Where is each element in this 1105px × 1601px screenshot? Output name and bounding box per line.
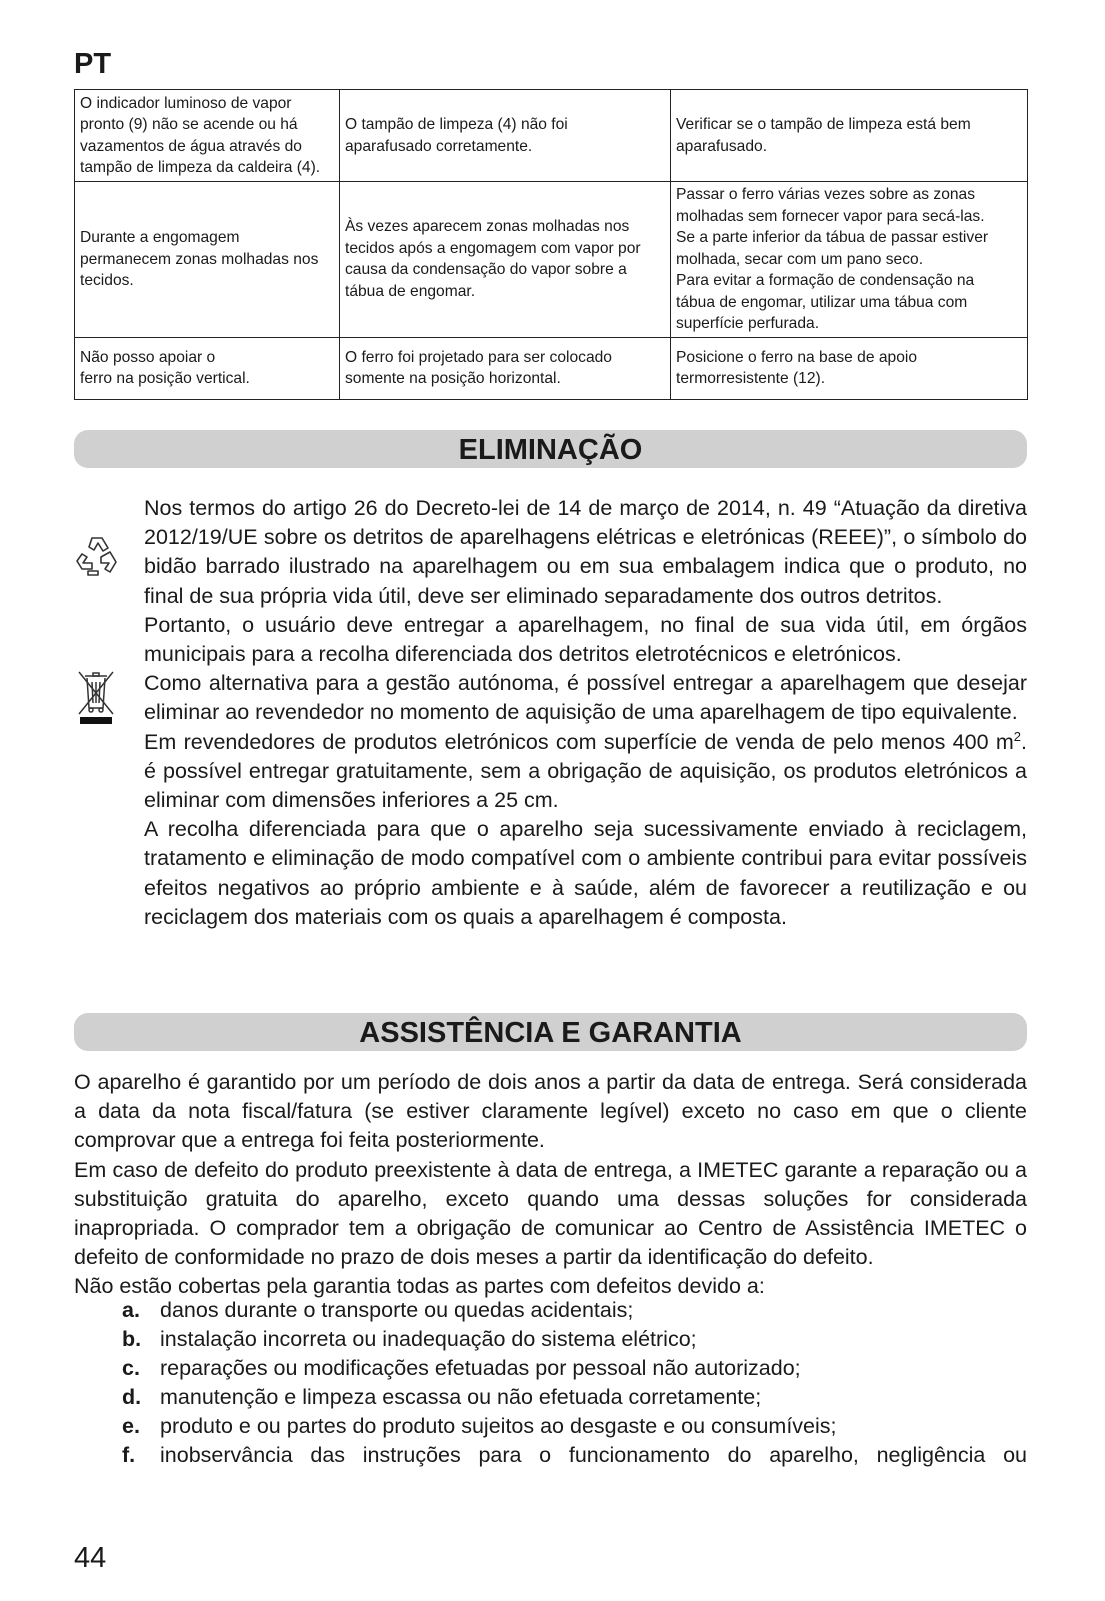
page-number: 44 [74,1542,107,1574]
cell-line: tábua de engomar. [345,282,476,300]
cell-line: Para evitar a formação de condensação na [676,272,975,289]
cell-line: tecidos após a engomagem com vapor por [345,239,641,257]
list-marker: d. [122,1385,142,1409]
table-cell-problem [75,90,340,182]
text-fragment: . é possível entregar gratuitamente, sem a obrigação de aquisição, os produtos eletrónicos a eliminar com dimensões inferiores a 25 cm. [144,729,1027,813]
text-fragment: Em revendedores de produtos eletrónicos com superfície de venda de pelo menos 400 m [144,729,1014,754]
table-cell-solution [671,337,1028,399]
list-text: inobservância das instruções para o funcionamento do aparelho, negligência ou [160,1443,1027,1467]
cell-line: aparafusado corretamente. [345,137,533,155]
table-cell-solution [671,182,1028,338]
cell-line: tampão de limpeza da caldeira (4). [80,159,321,176]
list-item [74,1296,1027,1325]
cell-line: tábua de engomar, utilizar uma tábua com [676,293,968,311]
section-title-assistencia: ASSISTÊNCIA E GARANTIA [74,1013,1027,1051]
list-marker: c. [122,1356,140,1380]
cell-line: Não posso apoiar o [80,348,216,366]
crossed-bin-icon [76,668,116,726]
cell-line: O tampão de limpeza (4) não foi [345,116,568,133]
list-text: instalação incorreta ou inadequação do sistema elétrico; [160,1327,697,1351]
list-text: manutenção e limpeza escassa ou não efetuada corretamente; [160,1385,762,1409]
cell-line: Posicione o ferro na base de apoio [676,348,918,366]
cell-line: somente na posição horizontal. [345,370,561,387]
cell-line: Verificar se o tampão de limpeza está bem [676,116,971,133]
eliminacao-paragraph: Como alternativa para a gestão autónoma, é possível entregar a aparelhagem que desejar eliminar ao revendedor no momento de aquisição de uma aparelhagem de tipo equivalente. [144,671,1027,725]
assistencia-text [74,1068,1027,1302]
cell-line: molhadas sem fornecer vapor para secá-las. [676,207,985,225]
cell-line: termorresistente (12). [676,370,826,387]
cell-line: O ferro foi projetado para ser colocado [345,348,612,366]
table-cell-problem [75,182,340,338]
cell-line: pronto (9) não se acende ou há [80,116,298,133]
cell-line: vazamentos de água através do [80,137,302,155]
troubleshooting-table [74,89,1028,400]
assistencia-paragraph: Não estão cobertas pela garantia todas as partes com defeitos devido a: [74,1274,765,1299]
cell-line: Durante a engomagem [80,229,240,246]
cell-line: molhada, secar com um pano seco. [676,250,924,268]
superscript: 2 [1013,728,1022,744]
table-cell-cause [340,337,671,399]
warranty-exclusions-list [74,1296,1027,1470]
list-marker: f. [122,1443,136,1467]
table-row [75,90,1028,182]
list-item [74,1354,1027,1383]
cell-line: superfície perfurada. [676,315,820,332]
list-item [74,1325,1027,1354]
cell-line: Se a parte inferior da tábua de passar estiver [676,229,989,246]
table-cell-problem [75,337,340,399]
list-text: danos durante o transporte ou quedas acidentais; [160,1298,634,1322]
list-marker: e. [122,1414,140,1438]
eliminacao-paragraph: A recolha diferenciada para que o aparelho seja sucessivamente enviado à reciclagem, tratamento e eliminação de modo compatível com o ambiente contribui para evitar possíveis efeitos negativos ao próprio ambiente e à saúde, além de favorecer a reutilização e ou reciclagem dos materiais com os quais a aparelhagem é composta. [144,817,1027,929]
table-cell-cause [340,90,671,182]
cell-line: Passar o ferro várias vezes sobre as zonas [676,186,976,203]
recycle-icon [74,532,120,578]
list-item [74,1441,1027,1470]
assistencia-paragraph: O aparelho é garantido por um período de dois anos a partir da data de entrega. Será considerada a data da nota fiscal/fatura (se estiver claramente legível) exceto no caso em que o cliente comprovar que a entrega foi feita posteriormente. [74,1070,1027,1153]
cell-line: O indicador luminoso de vapor [80,94,292,112]
eliminacao-paragraph: Nos termos do artigo 26 do Decreto-lei de 14 de março de 2014, n. 49 “Atuação da diretiva 2012/19/UE sobre os detritos de aparelhagens elétricas e eletrónicas (REEE)”, o símbolo do bidão barrado ilustrado na aparelhagem ou em sua embalagem indica que o produto, no final de sua própria vida útil, deve ser eliminado separadamente dos outros detritos. [144,496,1027,608]
cell-line: permanecem zonas molhadas nos [80,250,319,268]
eliminacao-paragraph: Portanto, o usuário deve entregar a aparelhagem, no final de sua vida útil, em órgãos municipais para a recolha diferenciada dos detritos eletrotécnicos e eletrónicos. [144,612,1027,667]
assistencia-paragraph: Em caso de defeito do produto preexistente à data de entrega, a IMETEC garante a reparação ou a substituição gratuita do aparelho, exceto quando uma dessas soluções for considerada inapropriada. O comprador tem a obrigação de comunicar ao Centro de Assistência IMETEC o defeito de conformidade no prazo de dois meses a partir da identificação do defeito. [74,1157,1027,1270]
list-text: produto e ou partes do produto sujeitos ao desgaste e ou consumíveis; [160,1414,837,1438]
cell-line: aparafusado. [676,137,768,155]
cell-line: tecidos. [80,272,134,289]
table-row [75,337,1028,399]
table-cell-cause [340,182,671,338]
list-marker: b. [122,1327,142,1351]
list-marker: a. [122,1298,140,1322]
cell-line: causa da condensação do vapor sobre a [345,261,627,279]
list-item [74,1383,1027,1412]
cell-line: Às vezes aparecem zonas molhadas nos [345,218,630,236]
eliminacao-paragraph [144,728,1027,816]
cell-line: ferro na posição vertical. [80,370,250,387]
list-text: reparações ou modificações efetuadas por pessoal não autorizado; [160,1356,801,1380]
section-title-eliminacao: ELIMINAÇÃO [74,430,1027,468]
language-code: PT [74,48,112,80]
eliminacao-text [144,494,1027,932]
list-item [74,1412,1027,1441]
table-row [75,182,1028,338]
table-cell-solution [671,90,1028,182]
